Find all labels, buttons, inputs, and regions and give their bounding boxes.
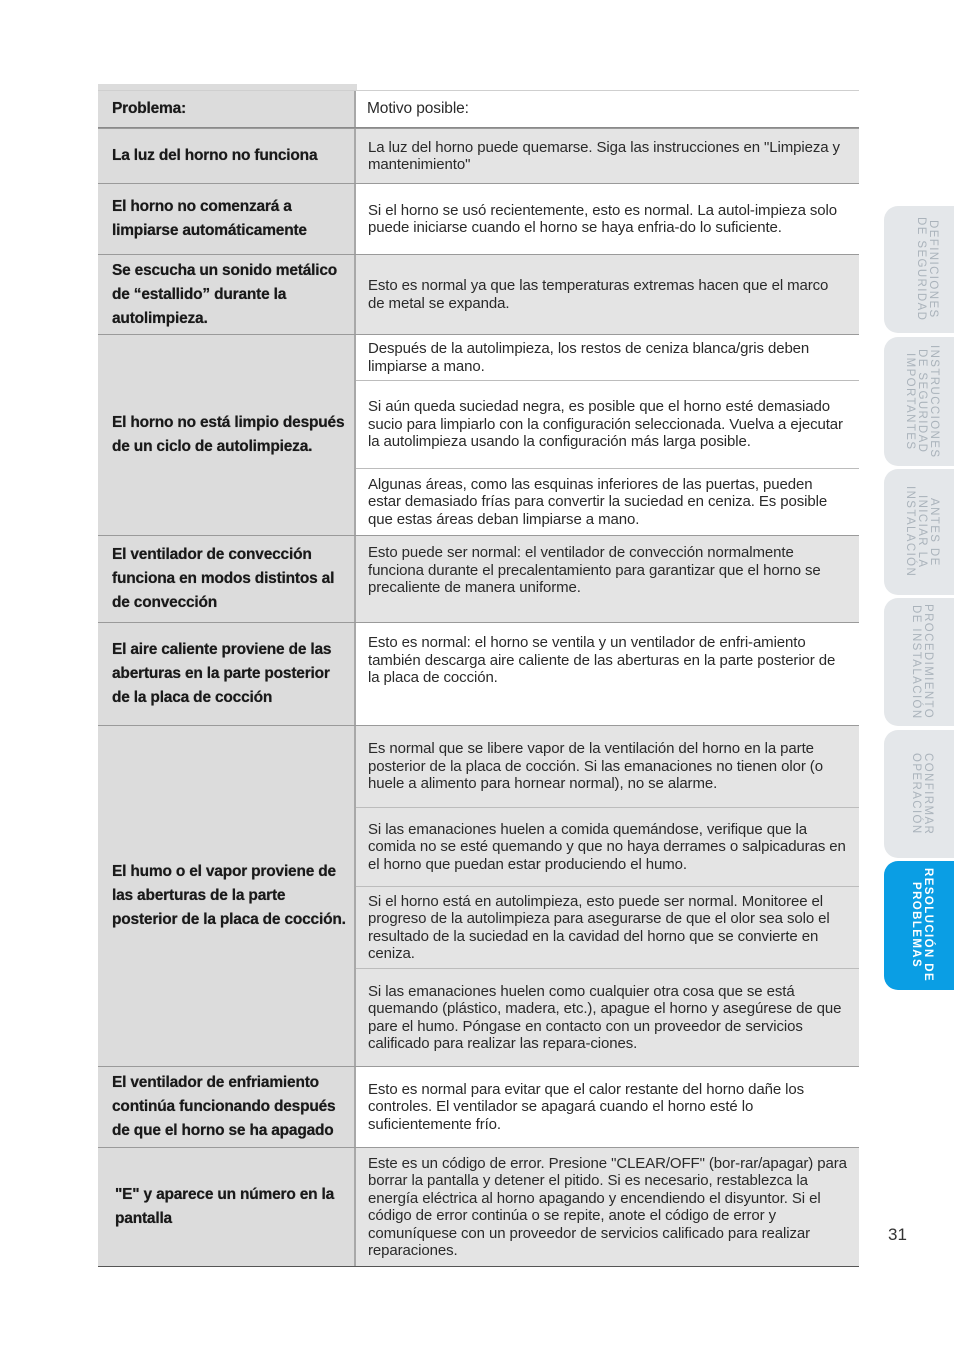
tab-label: DEFINICIONES DE SEGURIDAD (915, 217, 939, 322)
tab-resolucion-de-problemas[interactable] (884, 861, 954, 990)
table-row (98, 1066, 859, 1147)
tab-label: PROCEDIMIENTO DE INSTALACIÓN (910, 604, 934, 720)
problem-cell: El horno no está limpio después de un ciclo de autolimpieza. (98, 335, 356, 535)
reason-cell: Esto es normal: el horno se ventila y un ventilador de enfri-amiento también descarga aire caliente de las aberturas en la parte posterior de la placa de cocción. (356, 623, 859, 725)
problem-cell: El ventilador de convección funciona en modos distintos al de convección (98, 536, 356, 622)
table-row (98, 1147, 859, 1267)
reason-cell: Esto es normal ya que las temperaturas extremas hacen que el marco de metal se expanda. (356, 255, 859, 334)
reason-cell: Si las emanaciones huelen a comida quemándose, verifique que la comida no se esté quemando y que no haya derrames o salpicaduras en el horno que puedan estar produciendo el humo. (356, 807, 859, 886)
problem-cell: El horno no comenzará a limpiarse automáticamente (98, 184, 356, 254)
tab-label: CONFIRMAR OPERACIÓN (910, 752, 934, 836)
tab-instrucciones-de-seguridad[interactable] (884, 337, 954, 466)
problem-cell: El humo o el vapor proviene de las aberturas de la parte posterior de la placa de cocción. (98, 726, 356, 1066)
table-row (98, 622, 859, 725)
reason-cell: Si aún queda suciedad negra, es posible que el horno esté demasiado sucio para limpiarlo con la configuración seleccionada. Vuelva a ejecutar la autolimpieza usando la configuración más larga posible. (356, 380, 859, 468)
reason-cell: Algunas áreas, como las esquinas inferiores de las puertas, pueden estar demasiado frías para convertir la suciedad en ceniza. Es posible que estas áreas deban limpiarse a mano. (356, 468, 859, 535)
problem-cell: El aire caliente proviene de las aberturas en la parte posterior de la placa de cocción (98, 623, 356, 725)
tab-antes-de-iniciar[interactable] (884, 469, 954, 595)
tab-label: ANTES DE INICIAR LA INSTALACIÓN (904, 486, 940, 578)
tab-label: RESOLUCIÓN DE PROBLEMAS (910, 868, 934, 983)
reason-cell: Si el horno está en autolimpieza, esto puede ser normal. Monitoree el progreso de la autolimpieza para asegurarse de que el olor sea solo el resultado de la suciedad en la cavidad del horno que se convierte en ceniza. (356, 886, 859, 968)
table-row (98, 334, 859, 535)
header-reason: Motivo posible: (356, 91, 859, 127)
table-row (98, 183, 859, 254)
reason-cell: Esto puede ser normal: el ventilador de convección normalmente funciona durante el precalentamiento para garantizar que el horno se precaliente de manera uniforme. (356, 536, 859, 622)
reason-cell: Es normal que se libere vapor de la ventilación del horno en la parte posterior de la placa de cocción. Si las emanaciones no tienen olor (o huele a alimento para hornear normal), no se alarme. (356, 726, 859, 807)
tab-definiciones-de-seguridad[interactable] (884, 206, 954, 333)
page-number: 31 (888, 1225, 907, 1244)
problem-cell: La luz del horno no funciona (98, 129, 356, 183)
troubleshooting-table (98, 90, 859, 1267)
reason-cell: Esto es normal para evitar que el calor restante del horno dañe los controles. El ventilador se apagará cuando el horno esté lo suficientemente frío. (356, 1067, 859, 1147)
reason-cell: Después de la autolimpieza, los restos de ceniza blanca/gris deben limpiarse a mano. (356, 335, 859, 380)
table-row (98, 128, 859, 183)
reason-cell: Si el horno se usó recientemente, esto es normal. La autol-impieza solo puede iniciarse cuando el horno se haya enfria-do lo suficiente. (356, 184, 859, 254)
reason-cell: Si las emanaciones huelen como cualquier otra cosa que se está quemando (plástico, madera, etc.), apague el horno y asegúrese de que pare el humo. Póngase en contacto con un proveedor de servicios calificado para realizar las repara-ciones. (356, 968, 859, 1066)
problem-cell: Se escucha un sonido metálico de “estallido” durante la autolimpieza. (98, 255, 356, 334)
reason-cell: La luz del horno puede quemarse. Siga las instrucciones en "Limpieza y mantenimiento" (356, 129, 859, 183)
problem-cell: "E" y aparece un número en la pantalla (98, 1148, 356, 1266)
table-row (98, 535, 859, 622)
tab-confirmar-operacion[interactable] (884, 730, 954, 858)
table-row (98, 254, 859, 334)
reason-cell: Este es un código de error. Presione "CLEAR/OFF" (bor-rar/apagar) para borrar la pantalla y detener el pitido. Si es necesario, restablezca la energía eléctrica al horno apagando y encendiendo el disyuntor. Si el código de error continúa o se repite, anote el código de error y comuníquese con un proveedor de servicios calificado para realizar reparaciones. (356, 1148, 859, 1266)
table-header (98, 90, 859, 128)
tab-procedimiento-de-instalacion[interactable] (884, 598, 954, 726)
problem-cell: El ventilador de enfriamiento continúa funcionando después de que el horno se ha apagado (98, 1067, 356, 1147)
header-problem: Problema: (98, 91, 356, 127)
tab-label: INSTRUCCIONES DE SEGURIDAD IMPORTANTES (904, 344, 940, 459)
table-row (98, 725, 859, 1066)
